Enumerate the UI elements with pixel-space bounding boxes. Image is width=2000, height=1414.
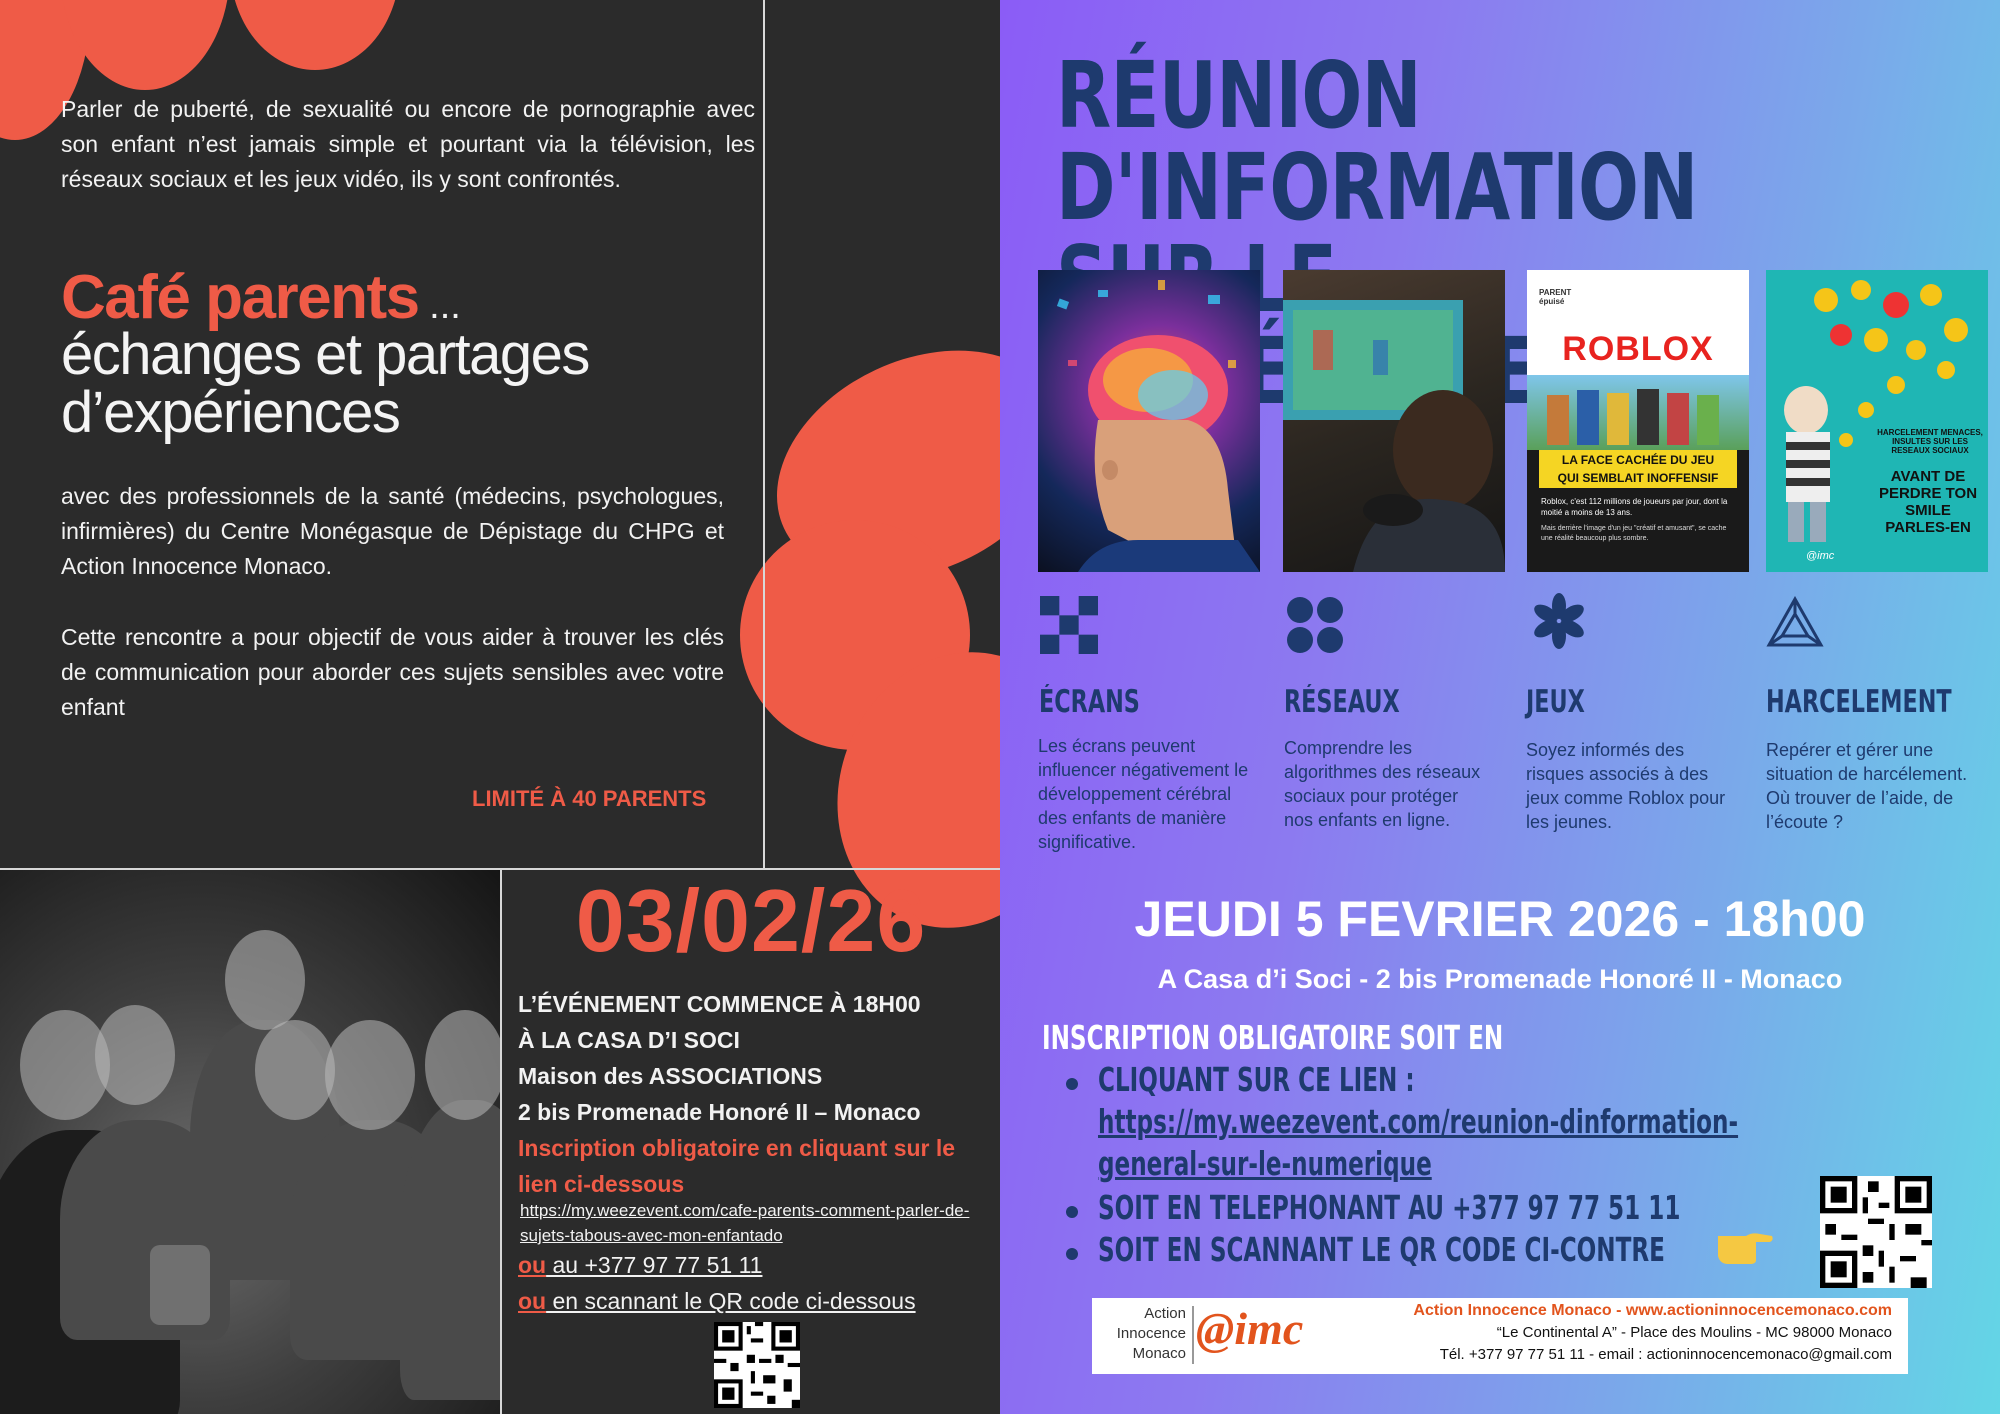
harcelement-big-text: AVANT DE PERDRE TON SMILE PARLES-EN — [1878, 468, 1978, 536]
objective-paragraph: Cette rencontre a pour objectif de vous aider à trouver les clés de communication pour aborder ces sujets sensibles avec votre enfant — [61, 624, 724, 720]
bullet-dot — [1066, 1248, 1078, 1260]
footer-address-line: “Le Continental A” - Place des Moulins - MC 98000 Monaco — [1496, 1324, 1892, 1341]
divider-vertical — [763, 0, 765, 868]
cafe-registration-link[interactable]: https://my.weezevent.com/cafe-parents-comment-parler-de-sujets-tabous-avec-mon-enfantado — [520, 1201, 970, 1245]
registration-link-line2[interactable]: general-sur-le-numerique — [1098, 1144, 1432, 1183]
flower-blob-top — [60, 0, 230, 90]
category-desc-harcelement: Repérer et gérer une situation de harcélement. Où trouver de l’aide, de l’écoute ? — [1766, 740, 1968, 832]
phone-number[interactable]: au +377 97 77 51 11 — [546, 1252, 763, 1278]
main-title-line: RÉUNION D'INFORMATION — [1056, 42, 1698, 241]
roblox-banner — [1539, 450, 1737, 488]
footer-org-line[interactable]: Action Innocence Monaco - www.actioninnocencemonaco.com — [1413, 1302, 1892, 1319]
category-title-jeux: JEUX — [1526, 684, 1585, 720]
qr-code[interactable] — [714, 1322, 800, 1408]
roblox-stat-text: Roblox, c'est 112 millions de joueurs par jour, dont la moitié a moins de 13 ans. — [1541, 497, 1728, 517]
event-line: À LA CASA D’I SOCI — [518, 1027, 740, 1053]
roblox-banner-line: LA FACE CACHÉE DU JEU — [1561, 453, 1715, 467]
bullet-phone[interactable]: SOIT EN TELEPHONANT AU +377 97 77 51 11 — [1098, 1188, 1681, 1227]
roblox-characters — [1527, 375, 1749, 450]
event-info — [518, 986, 988, 1202]
cafe-title-dots: ... — [418, 285, 461, 327]
ou-label: ou — [518, 1288, 547, 1314]
harcelement-foot: @imc — [1806, 550, 1835, 562]
footer-separator — [1192, 1306, 1194, 1364]
category-title-ecrans: ÉCRANS — [1039, 684, 1140, 720]
category-title-reseaux: RÉSEAUX — [1284, 684, 1400, 720]
qr-line — [518, 1288, 916, 1315]
cafe-subtitle: échanges et partages d’expériences — [61, 322, 589, 445]
event-datetime: JEUDI 5 FEVRIER 2026 - 18h00 — [1134, 891, 1866, 947]
footer-contact-line[interactable]: Tél. +377 97 77 51 11 - email : actioninnocencemonaco@gmail.com — [1439, 1346, 1892, 1363]
harcelement-small-text: HARCELEMENT MENACES, INSULTES SUR LES RESEAUX SOCIAUX — [1877, 428, 1983, 455]
category-title-harcelement: HARCELEMENT — [1766, 684, 1952, 720]
inscription-title: INSCRIPTION OBLIGATOIRE SOIT EN — [1042, 1018, 1504, 1057]
bullet-dot — [1066, 1206, 1078, 1218]
right-panel — [1000, 0, 2000, 1414]
harcelement-image — [1766, 270, 1988, 572]
category-desc-ecrans: Les écrans peuvent influencer négativement le développement cérébral des enfants de manière significative. — [1038, 736, 1249, 852]
bullet-dot — [1066, 1078, 1078, 1090]
parents-group-photo — [0, 870, 500, 1414]
category-desc-jeux: Soyez informés des risques associés à des jeux comme Roblox pour les jeunes. — [1526, 740, 1726, 832]
phone-line — [518, 1252, 762, 1279]
intro-text: Parler de puberté, de sexualité ou encore de pornographie avec son enfant n’est jamais simple et pourtant via la télévision, les réseaux sociaux et les jeux vidéo, ils y sont confrontés. — [61, 96, 755, 192]
bullet-qr: SOIT EN SCANNANT LE QR CODE CI-CONTRE — [1098, 1230, 1665, 1269]
event-line: 2 bis Promenade Honoré II – Monaco — [518, 1099, 921, 1125]
roblox-detail-text: Mais derrière l'image d'un jeu "créatif et amusant", se cache une réalité beaucoup plus sombre. — [1541, 525, 1727, 542]
jeux-roblox-image — [1527, 270, 1749, 572]
roblox-brand: PARENT épuisé — [1539, 288, 1572, 306]
pointing-hand-icon — [1716, 1222, 1774, 1266]
limit-notice: LIMITÉ À 40 PARENTS — [472, 786, 707, 811]
checker-icon — [1040, 596, 1098, 654]
inscription-notice: Inscription obligatoire en cliquant sur le lien ci-dessous — [518, 1135, 956, 1197]
event-line: L’ÉVÉNEMENT COMMENCE À 18H00 — [518, 991, 921, 1017]
footer-contact-box — [1092, 1298, 1908, 1374]
event-date: 03/02/26 — [575, 871, 927, 970]
category-desc-reseaux: Comprendre les algorithmes des réseaux sociaux pour protéger nos enfants en ligne. — [1284, 738, 1481, 830]
event-location: A Casa d’i Soci - 2 bis Promenade Honoré II - Monaco — [1157, 964, 1843, 994]
roblox-logo: ROBLOX — [1562, 330, 1714, 368]
reseaux-image — [1283, 270, 1505, 572]
professionals-paragraph: avec des professionnels de la santé (médecins, psychologues, infirmières) du Centre Monégasque de Dépistage du CHPG et Action Innocence Monaco. — [61, 483, 724, 579]
aimc-logo: @imc — [1196, 1303, 1304, 1354]
triangle-icon — [1766, 596, 1824, 648]
qr-instruction: en scannant le QR code ci-dessous — [546, 1288, 916, 1314]
ou-label: ou — [518, 1252, 547, 1278]
ecrans-image — [1038, 270, 1260, 572]
registration-link-line1[interactable]: https://my.weezevent.com/reunion-dinformation- — [1098, 1102, 1739, 1141]
qr-code[interactable] — [1820, 1176, 1932, 1288]
roblox-banner-line: QUI SEMBLAIT INOFFENSIF — [1557, 471, 1719, 485]
four-circles-icon — [1286, 596, 1344, 654]
event-line: Maison des ASSOCIATIONS — [518, 1063, 823, 1089]
footer-logo-text: Action Innocence Monaco — [1116, 1305, 1186, 1362]
asterisk-icon — [1530, 592, 1588, 650]
flower-blob-top — [230, 0, 400, 70]
cafe-title-text: Café parents — [61, 263, 419, 332]
bullet-link-label: CLIQUANT SUR CE LIEN : — [1098, 1060, 1415, 1099]
